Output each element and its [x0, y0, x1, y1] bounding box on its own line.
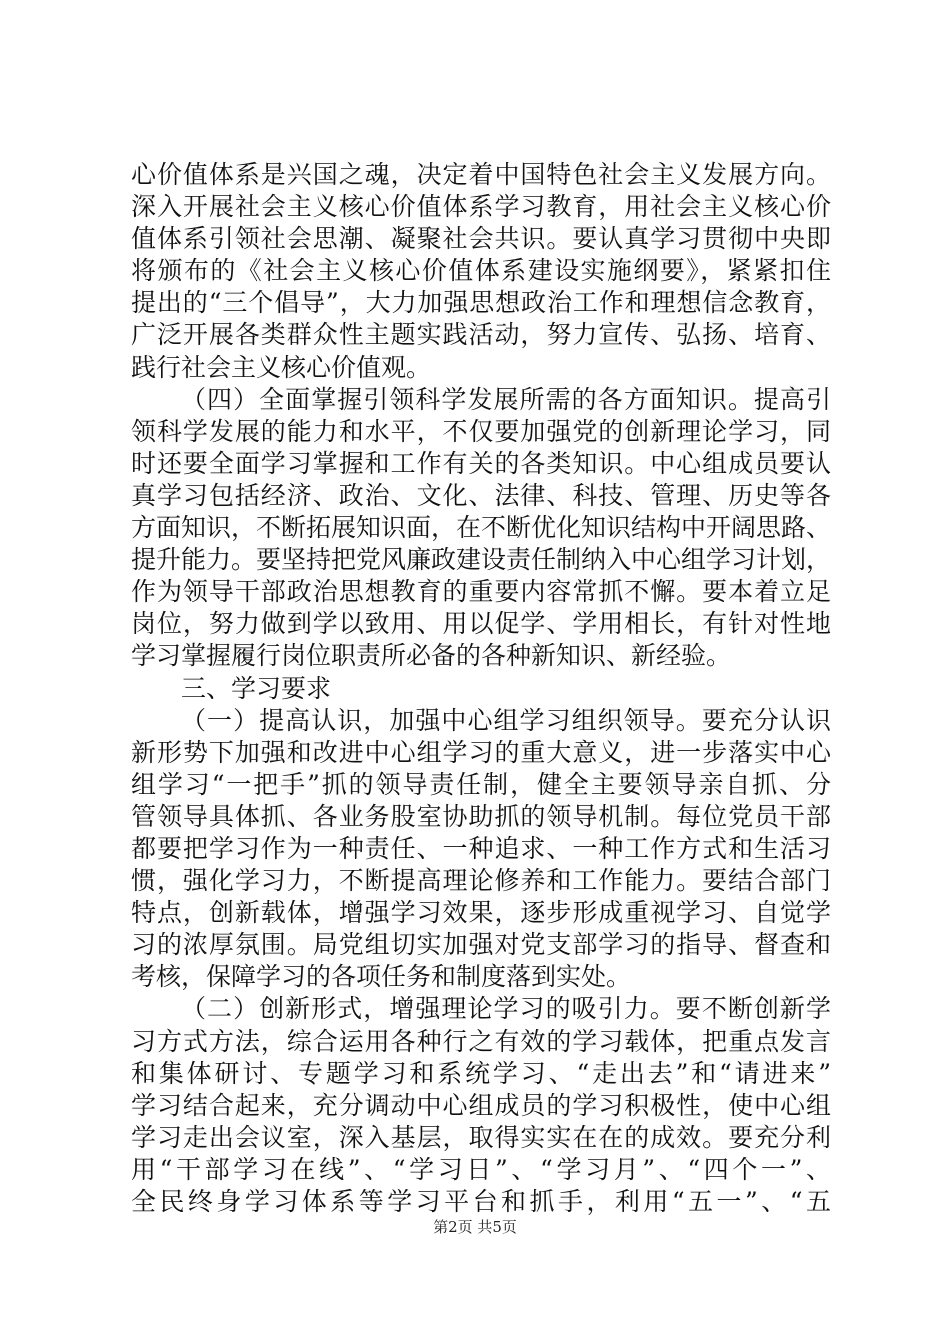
text-line: 新形势下加强和改进中心组学习的重大意义，进一步落实中心	[131, 737, 831, 767]
paragraph-start: （四）全面掌握引领科学发展所需的各方面知识。提高引	[181, 384, 831, 414]
text-line: 时还要全面学习掌握和工作有关的各类知识。中心组成员要认	[131, 448, 831, 478]
text-line: 都要把学习作为一种责任、一种追求、一种工作方式和生活习	[131, 833, 831, 863]
text-line: 用“干部学习在线”、“学习日”、“学习月”、“四个一”、	[131, 1154, 831, 1184]
section-heading: 三、学习要求	[181, 673, 332, 703]
text-line: 将颁布的《社会主义核心价值体系建设实施纲要》，紧紧扣住	[131, 256, 831, 286]
text-line: 广泛开展各类群众性主题实践活动，努力宣传、弘扬、培育、	[131, 320, 831, 350]
text-line: 领科学发展的能力和水平，不仅要加强党的创新理论学习，同	[131, 416, 831, 446]
text-line: 心价值体系是兴国之魂，决定着中国特色社会主义发展方向。	[131, 160, 831, 189]
text-line: 践行社会主义核心价值观。	[131, 352, 432, 382]
text-line: 习方式方法，综合运用各种行之有效的学习载体，把重点发言	[131, 1026, 831, 1056]
text-line: 岗位，努力做到学以致用、用以促学、学用相长，有针对性地	[131, 609, 831, 639]
text-line: 提升能力。要坚持把党风廉政建设责任制纳入中心组学习计划，	[131, 545, 832, 575]
text-line: 学习结合起来，充分调动中心组成员的学习积极性，使中心组	[131, 1090, 831, 1120]
text-line: 特点，创新载体，增强学习效果，逐步形成重视学习、自觉学	[131, 898, 831, 928]
body-text	[131, 159, 831, 1218]
paragraph-start: （一）提高认识，加强中心组学习组织领导。要充分认识	[181, 705, 831, 735]
paragraph-start: （二）创新形式，增强理论学习的吸引力。要不断创新学	[181, 994, 831, 1024]
text-line: 全民终身学习体系等学习平台和抓手，利用“五一”、“五	[131, 1187, 831, 1216]
text-line: 值体系引领社会思潮、凝聚社会共识。要认真学习贯彻中央即	[131, 224, 831, 254]
text-line: 学习走出会议室，深入基层，取得实实在在的成效。要充分利	[131, 1122, 831, 1152]
text-line: 深入开展社会主义核心价值体系学习教育，用社会主义核心价	[131, 192, 831, 222]
text-line: 考核，保障学习的各项任务和制度落到实处。	[131, 962, 632, 992]
text-line: 学习掌握履行岗位职责所必备的各种新知识、新经验。	[131, 641, 732, 671]
text-line: 提出的“三个倡导”，大力加强思想政治工作和理想信念教育，	[131, 288, 831, 318]
text-line: 作为领导干部政治思想教育的重要内容常抓不懈。要本着立足	[131, 577, 831, 607]
text-line: 习的浓厚氛围。局党组切实加强对党支部学习的指导、督查和	[131, 930, 831, 960]
text-line: 组学习“一把手”抓的领导责任制，健全主要领导亲自抓、分	[131, 769, 831, 799]
text-line: 方面知识，不断拓展知识面，在不断优化知识结构中开阔思路、	[131, 513, 832, 543]
text-line: 真学习包括经济、政治、文化、法律、科技、管理、历史等各	[131, 480, 831, 510]
text-line: 和集体研讨、专题学习和系统学习、“走出去”和“请进来”	[131, 1058, 831, 1088]
text-line: 管领导具体抓、各业务股室协助抓的领导机制。每位党员干部	[131, 801, 831, 831]
text-line: 惯，强化学习力，不断提高理论修养和工作能力。要结合部门	[131, 866, 831, 896]
page-number: 第2页 共5页	[433, 1218, 517, 1236]
